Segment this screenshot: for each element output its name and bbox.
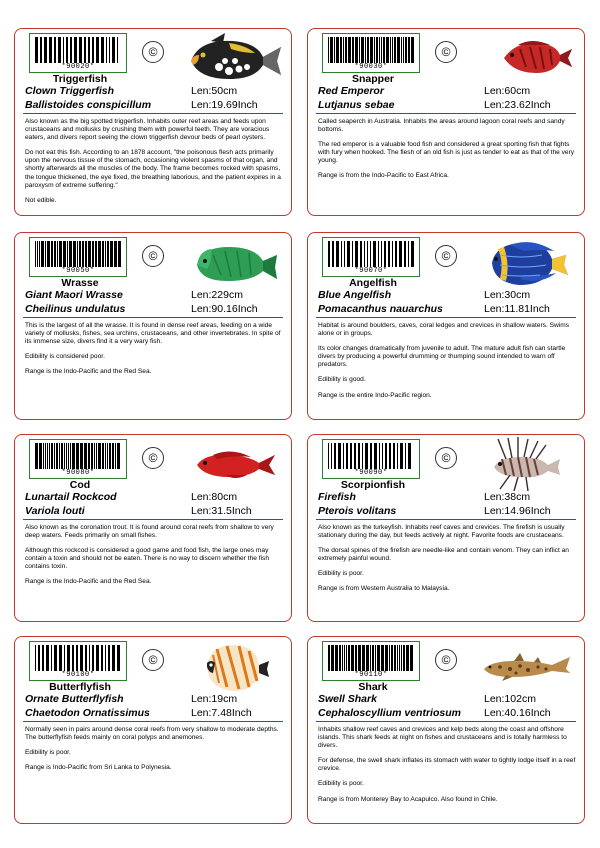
barcode-bars-icon xyxy=(327,241,415,267)
scientific-name: Pomacanthus nauarchus xyxy=(318,303,443,315)
barcode-bars-icon xyxy=(34,443,122,469)
fish-group: Cod xyxy=(69,479,91,491)
description-paragraph: Edibility is poor. xyxy=(25,749,71,757)
fish-card xyxy=(307,28,585,216)
scientific-name: Variola louti xyxy=(25,505,85,517)
barcode xyxy=(322,237,420,277)
length-inch: Len:11.81Inch xyxy=(484,303,550,315)
description-paragraph: This is the largest of all the wrasse. It is found in dense reef areas, feeding on a wide variety of mollusks, fishes, sea urchins, crustaceans, and other invertebrates. In spite of its immense size, divers find it a very wary fish. xyxy=(25,322,281,346)
description-paragraph: Called seaperch in Australia. Inhabits the areas around lagoon coral reefs and sandy bottoms. xyxy=(318,118,565,134)
fish-card xyxy=(14,636,292,824)
length-cm: Len:80cm xyxy=(191,491,238,503)
divider xyxy=(316,721,576,722)
description-paragraph: The red emperor is a valuable food fish and considered a great sporting fish that fights with fury when hooked. The flesh of an old fish is just as tender to eat as that of the very young. xyxy=(318,141,575,165)
fish-group: Scorpionfish xyxy=(340,479,406,491)
scientific-name: Cheilinus undulatus xyxy=(25,303,126,315)
description-paragraph: Edibility is good. xyxy=(318,376,366,384)
fish-card xyxy=(307,636,585,824)
common-name: Blue Angelfish xyxy=(318,289,392,301)
description xyxy=(318,322,576,415)
description-paragraph: Do not eat this fish. According to an 1878 account, "the poisonous flesh acts primarily upon the nervous tissue of the stomach, occasioning violent spasms of that organ, and shortly afterwards all the muscles of the body. The frame becomes rocked with spasms, the tongue thickened, the eye fixed, the breathing laborious, and the patient expires in a paroxysm of extreme suffering." xyxy=(25,149,281,189)
length-inch: Len:19.69Inch xyxy=(191,99,258,111)
fish-group: Triggerfish xyxy=(52,73,108,85)
barcode xyxy=(29,237,127,277)
copyright-icon: © xyxy=(142,447,164,469)
barcode-number: *90090* xyxy=(354,469,388,477)
fish-card xyxy=(307,232,585,420)
barcode-bars-icon xyxy=(327,645,415,671)
barcode-bars-icon xyxy=(327,443,415,469)
barcode-bars-icon xyxy=(327,37,415,63)
divider xyxy=(23,317,283,318)
scientific-name: Lutjanus sebae xyxy=(318,99,395,111)
length-inch: Len:40.16Inch xyxy=(484,707,551,719)
common-name: Clown Triggerfish xyxy=(25,85,115,97)
fish-card xyxy=(14,28,292,216)
description xyxy=(25,118,283,211)
copyright-icon: © xyxy=(435,649,457,671)
divider xyxy=(316,519,576,520)
length-inch: Len:23.62Inch xyxy=(484,99,551,111)
wrasse-illustration-icon xyxy=(177,235,285,289)
description-paragraph: Range is the entire Indo-Pacific region. xyxy=(318,391,432,399)
length-cm: Len:60cm xyxy=(484,85,531,97)
barcode-number: *90100* xyxy=(61,671,95,679)
barcode-bars-icon xyxy=(34,37,122,63)
description-paragraph: For defense, the swell shark inflates its stomach with water to tightly lodge itself in a reef crevice. xyxy=(318,757,576,773)
description-paragraph: Its color changes dramatically from juvenile to adult. The mature adult fish can startle divers by producing a powerful drumming or thumping sound intended to warn off predators. xyxy=(318,345,566,369)
copyright-icon: © xyxy=(142,649,164,671)
divider xyxy=(23,519,283,520)
length-cm: Len:229cm xyxy=(191,289,243,301)
length-cm: Len:30cm xyxy=(484,289,531,301)
fish-card xyxy=(307,434,585,622)
length-inch: Len:90.16Inch xyxy=(191,303,258,315)
description-paragraph: Range is from Western Australia to Malaysia. xyxy=(318,585,450,593)
description-paragraph: Also known as the turkeyfish. Inhabits reef caves and crevices. The firefish is usually stationary during the day, but feeds actively at night. Favorite foods are crustaceans. xyxy=(318,524,565,540)
barcode-bars-icon xyxy=(34,645,122,671)
description xyxy=(318,524,576,617)
description-paragraph: Habitat is around boulders, caves, coral ledges and crevices in shallow waters. Swims alone or in groups. xyxy=(318,322,570,338)
fish-group: Wrasse xyxy=(61,277,99,289)
description-paragraph: Not edible. xyxy=(25,196,57,204)
barcode-bars-icon xyxy=(34,241,122,267)
description-paragraph: Also known as the coronation trout. It is found around coral reefs from shallow to very deep waters. Feeds primarily on small fishes. xyxy=(25,524,274,540)
barcode xyxy=(322,641,420,681)
divider xyxy=(23,113,283,114)
description-paragraph: Range is the Indo-Pacific and the Red Sea. xyxy=(25,368,152,376)
angelfish-illustration-icon xyxy=(470,235,578,289)
common-name: Red Emperor xyxy=(318,85,384,97)
barcode-number: *90020* xyxy=(61,63,95,71)
description-paragraph: Range is from Monterey Bay to Acapulco. Also found in Chile. xyxy=(318,795,498,803)
barcode-number: *90030* xyxy=(354,63,388,71)
barcode-number: *90070* xyxy=(354,267,388,275)
fish-group: Shark xyxy=(358,681,388,693)
divider xyxy=(316,113,576,114)
snapper-illustration-icon xyxy=(470,31,578,85)
common-name: Giant Maori Wrasse xyxy=(25,289,123,301)
length-inch: Len:31.5Inch xyxy=(191,505,252,517)
copyright-icon: © xyxy=(435,447,457,469)
description xyxy=(318,726,576,819)
divider xyxy=(316,317,576,318)
length-cm: Len:102cm xyxy=(484,693,536,705)
barcode xyxy=(29,439,127,479)
copyright-icon: © xyxy=(142,41,164,63)
description-paragraph: Although this rockcod is considered a good game and food fish, the large ones may contain a toxin and should not be eaten. There is no way to discern whether the fish contains toxin. xyxy=(25,547,270,571)
triggerfish-illustration-icon xyxy=(177,31,285,85)
barcode-number: *90050* xyxy=(61,267,95,275)
description-paragraph: Edibility is poor. xyxy=(318,780,364,788)
shark-illustration-icon xyxy=(470,639,578,693)
barcode xyxy=(322,439,420,479)
barcode xyxy=(29,33,127,73)
fish-card xyxy=(14,434,292,622)
fish-card xyxy=(14,232,292,420)
scientific-name: Pterois volitans xyxy=(318,505,397,517)
scorpionfish-illustration-icon xyxy=(470,437,578,491)
description xyxy=(25,524,283,617)
fish-group: Angelfish xyxy=(349,277,397,289)
length-cm: Len:19cm xyxy=(191,693,238,705)
description-paragraph: Inhabits shallow reef caves and crevices and kelp beds along the coast and offshore islands. This shark feeds at night on fishes and crustaceans and is totally harmless to divers. xyxy=(318,726,567,750)
description-paragraph: The dorsal spines of the firefish are needle-like and contain venom. They can inflict an extremely painful wound. xyxy=(318,547,569,563)
description xyxy=(318,118,576,211)
description-paragraph: Edibility is considered poor. xyxy=(25,353,105,361)
divider xyxy=(23,721,283,722)
common-name: Ornate Butterflyfish xyxy=(25,693,124,705)
description-paragraph: Edibility is poor. xyxy=(318,570,364,578)
description-paragraph: Range is Indo-Pacific from Sri Lanka to Polynesia. xyxy=(25,764,172,772)
description xyxy=(25,322,283,415)
length-inch: Len:14.96Inch xyxy=(484,505,551,517)
description-paragraph: Range is the Indo-Pacific and the Red Sea. xyxy=(25,578,152,586)
barcode-number: *90110* xyxy=(354,671,388,679)
scientific-name: Ballistoides conspicillum xyxy=(25,99,152,111)
common-name: Swell Shark xyxy=(318,693,377,705)
copyright-icon: © xyxy=(435,245,457,267)
common-name: Firefish xyxy=(318,491,356,503)
scientific-name: Chaetodon Ornatissimus xyxy=(25,707,150,719)
butterflyfish-illustration-icon xyxy=(177,639,285,693)
fish-group: Snapper xyxy=(351,73,394,85)
fish-group: Butterflyfish xyxy=(49,681,111,693)
length-cm: Len:38cm xyxy=(484,491,531,503)
length-inch: Len:7.48Inch xyxy=(191,707,252,719)
barcode xyxy=(29,641,127,681)
description-paragraph: Range is from the Indo-Pacific to East Africa. xyxy=(318,172,449,180)
barcode xyxy=(322,33,420,73)
length-cm: Len:50cm xyxy=(191,85,238,97)
description xyxy=(25,726,283,819)
description-paragraph: Normally seen in pairs around dense coral reefs from very shallow to moderate depths. The butterflyfish feeds mainly on coral polyps and anemones. xyxy=(25,726,279,742)
copyright-icon: © xyxy=(142,245,164,267)
description-paragraph: Also known as the big spotted triggerfish. Inhabits outer reef areas and feeds upon crustaceans and mollusks by crushing them with powerful teeth. They are voracious eaters, and divers report seeing the clown triggerfish devour beds of pearl oysters. xyxy=(25,118,270,142)
scientific-name: Cephaloscyllium ventriosum xyxy=(318,707,461,719)
cod-illustration-icon xyxy=(177,437,285,491)
copyright-icon: © xyxy=(435,41,457,63)
barcode-number: *90080* xyxy=(61,469,95,477)
common-name: Lunartail Rockcod xyxy=(25,491,117,503)
